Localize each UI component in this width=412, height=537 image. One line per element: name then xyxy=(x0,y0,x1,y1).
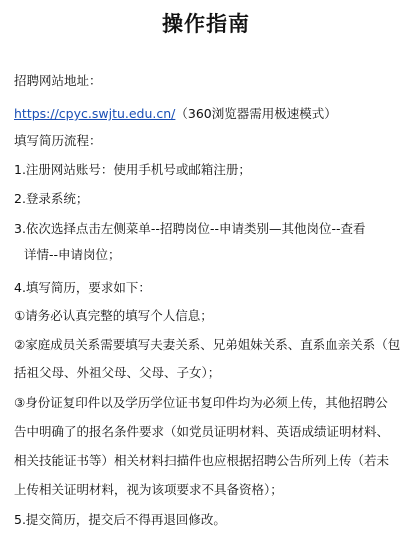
requirement-2-line-1: ②家庭成员关系需要填写夫妻关系、兄弟姐妹关系、直系血亲关系（包 xyxy=(14,337,401,352)
page-title: 操作指南 xyxy=(162,11,250,36)
site-address-line xyxy=(14,105,408,122)
requirement-3-line-3: 相关技能证书等）相关材料扫描件也应根据招聘公告所列上传（若未 xyxy=(14,453,390,468)
requirement-1: ①请务必认真完整的填写个人信息； xyxy=(14,308,213,323)
step-4: 4.填写简历，要求如下： xyxy=(14,280,151,295)
recruitment-site-link[interactable]: https://cpyc.swjtu.edu.cn/ xyxy=(14,106,176,121)
requirement-3-line-1: ③身份证复印件以及学历学位证书复印件均为必须上传，其他招聘公 xyxy=(14,395,388,410)
requirement-3-line-4: 上传相关证明材料，视为该项要求不具备资格）； xyxy=(14,482,283,497)
step-3-line-1: 3.依次选择点击左侧菜单--招聘岗位--申请类别—其他岗位--查看 xyxy=(14,221,366,236)
step-2: 2.登录系统； xyxy=(14,191,89,206)
browser-mode-note: （360浏览器需用极速模式） xyxy=(175,106,337,121)
site-address-label: 招聘网站地址： xyxy=(14,73,102,88)
requirement-2-line-2: 括祖父母、外祖父母、父母、子女）； xyxy=(14,365,221,380)
step-3-line-2: 详情--申请岗位； xyxy=(24,247,121,262)
requirement-3-line-2: 告中明确了的报名条件要求（如党员证明材料、英语成绩证明材料、 xyxy=(14,424,390,439)
process-heading: 填写简历流程： xyxy=(14,133,102,148)
step-5: 5.提交简历，提交后不得再退回修改。 xyxy=(14,512,226,527)
step-1: 1.注册网站账号：使用手机号或邮箱注册； xyxy=(14,162,251,177)
